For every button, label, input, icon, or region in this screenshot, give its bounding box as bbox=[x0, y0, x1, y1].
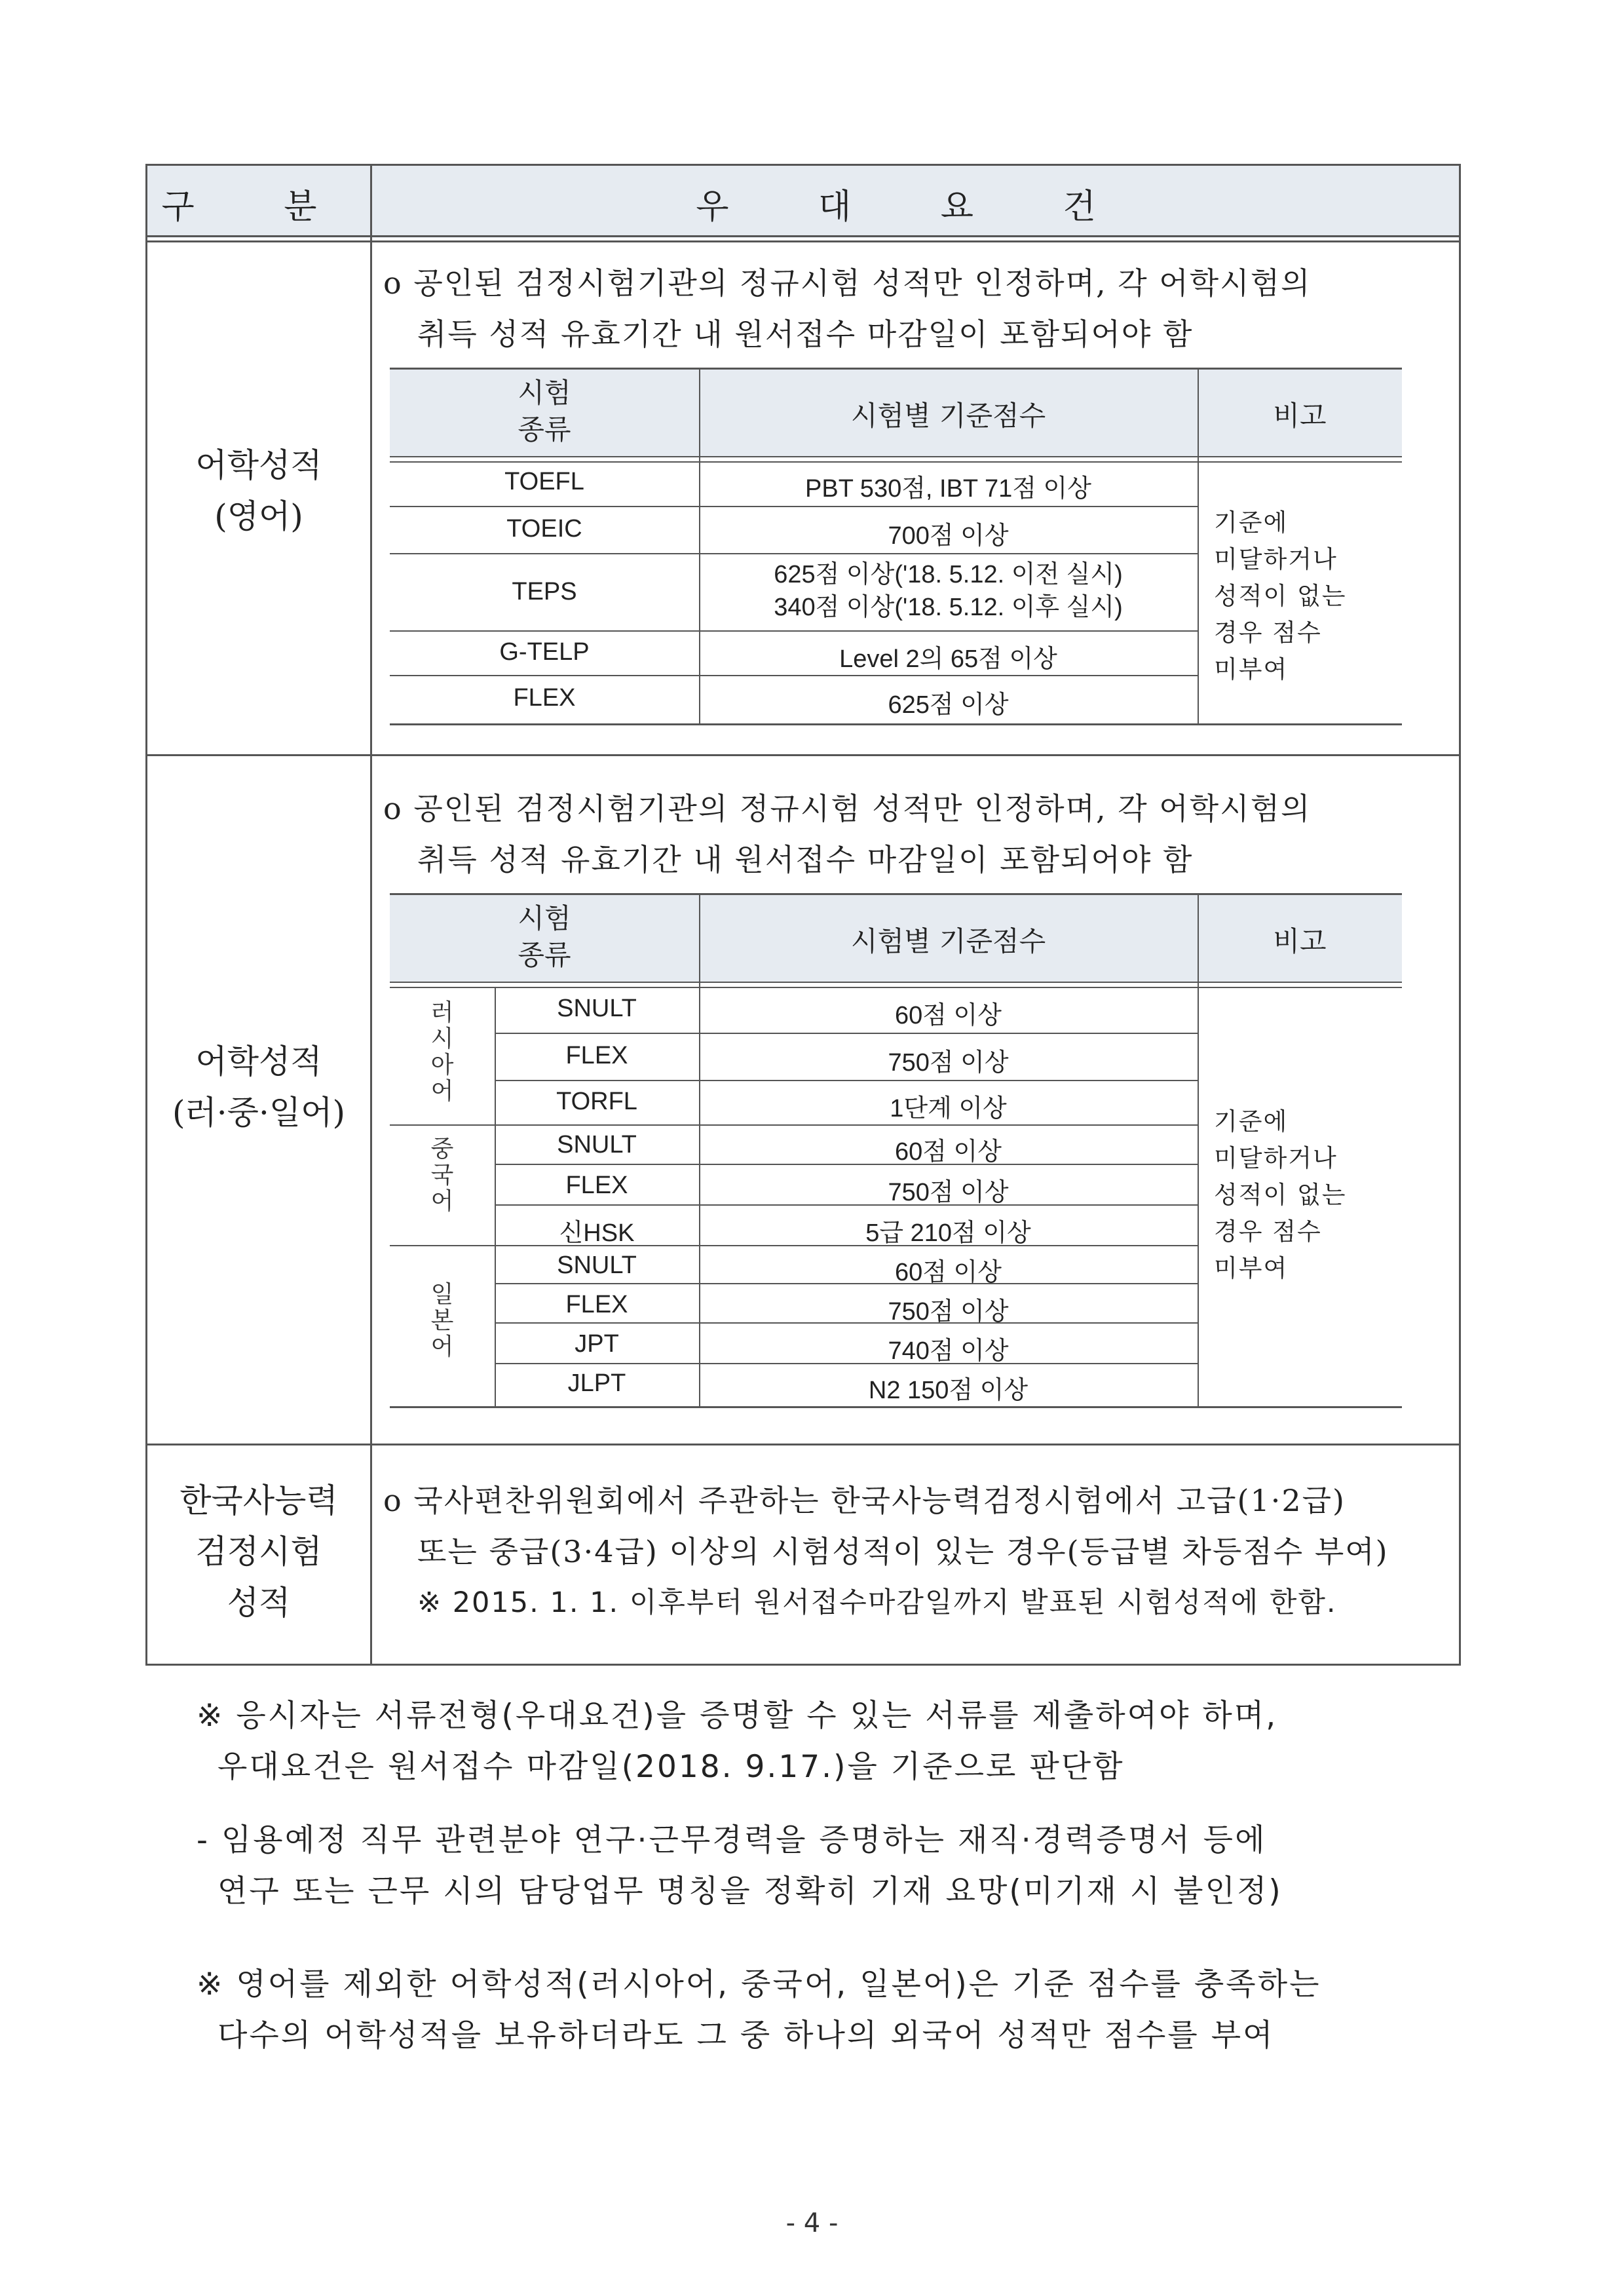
history-note bbox=[383, 1475, 1389, 1628]
note-line: 취득 성적 유효기간 내 원서접수 마감일이 포함되어야 함 bbox=[417, 316, 1194, 352]
footnote-2 bbox=[197, 1815, 1283, 1917]
table-row-type: JLPT bbox=[567, 1369, 626, 1397]
col-score: 시험별 기준점수 bbox=[850, 925, 1046, 957]
table-row-score bbox=[699, 558, 1198, 624]
remark-line: 미달하거나 bbox=[1214, 1144, 1338, 1172]
col-type-line: 시험 bbox=[518, 377, 571, 409]
table-row-type: FLEX bbox=[565, 1172, 628, 1199]
footnote-line: 연구 또는 근무 시의 담당업무 명칭을 정확히 기재 요망(미기재 시 불인정) bbox=[217, 1873, 1283, 1909]
col-type-line: 시험 bbox=[518, 902, 571, 934]
table-row-type: FLEX bbox=[513, 684, 576, 712]
table-header bbox=[147, 166, 1459, 238]
table-row-type: TOEFL bbox=[504, 468, 584, 495]
english-score-table bbox=[390, 368, 1402, 725]
score-line: 625점 이상('18. 5.12. 이전 실시) bbox=[774, 561, 1123, 588]
lang-russian bbox=[426, 1000, 459, 1105]
page-number: - 4 - bbox=[785, 2208, 839, 2238]
table-row-type: G-TELP bbox=[499, 638, 590, 666]
category-other-languages bbox=[147, 1036, 370, 1138]
remark-line: 미부여 bbox=[1214, 1254, 1289, 1282]
lang-russian-label: 러 시 아 어 bbox=[430, 999, 454, 1105]
category-history bbox=[147, 1475, 370, 1628]
footnote-1 bbox=[197, 1691, 1277, 1793]
footnote-line: - 임용예정 직무 관련분야 연구·근무경력을 증명하는 재직·경력증명서 등에 bbox=[197, 1822, 1267, 1858]
score-line: 340점 이상('18. 5.12. 이후 실시) bbox=[774, 594, 1123, 621]
english-note bbox=[383, 258, 1311, 360]
table-row-score: Level 2의 65점 이상 bbox=[839, 645, 1057, 673]
table-row-score: 625점 이상 bbox=[888, 691, 1009, 719]
category-label: 어학성적 bbox=[195, 446, 322, 484]
other-score-table bbox=[390, 893, 1402, 1408]
table-row-type: TORFL bbox=[556, 1088, 637, 1115]
col-type bbox=[390, 900, 699, 974]
table-row-score: 5급 210점 이상 bbox=[865, 1219, 1031, 1247]
category-label: 한국사능력 bbox=[179, 1482, 338, 1520]
category-label: 검정시험 bbox=[195, 1533, 322, 1571]
table-row-type: TOEIC bbox=[506, 515, 582, 543]
table-row-score: 750점 이상 bbox=[888, 1049, 1009, 1077]
table-row-score: 750점 이상 bbox=[888, 1179, 1009, 1206]
note-line: o 공인된 검정시험기관의 정규시험 성적만 인정하며, 각 어학시험의 bbox=[383, 791, 1312, 826]
category-sublabel: (영어) bbox=[214, 497, 303, 535]
table-row-score: 60점 이상 bbox=[895, 1002, 1002, 1029]
footnote-line: 다수의 어학성적을 보유하더라도 그 중 하나의 외국어 성적만 점수를 부여 bbox=[217, 2018, 1275, 2054]
table-row-type: FLEX bbox=[565, 1042, 628, 1069]
table-row-score: 60점 이상 bbox=[895, 1259, 1002, 1286]
table-row-score: 750점 이상 bbox=[888, 1298, 1009, 1326]
other-note bbox=[383, 783, 1311, 885]
table-row-score: 740점 이상 bbox=[888, 1337, 1009, 1365]
footnote-line: ※ 응시자는 서류전형(우대요건)을 증명할 수 있는 서류를 제출하여야 하며, bbox=[197, 1698, 1278, 1734]
header-category: 구 분 bbox=[161, 187, 356, 227]
table-row-score: 60점 이상 bbox=[895, 1138, 1002, 1166]
col-type-line: 종류 bbox=[518, 939, 571, 971]
remark-line: 경우 점수 bbox=[1214, 619, 1322, 647]
footnote-line: ※ 영어를 제외한 어학성적(러시아어, 중국어, 일본어)은 기준 점수를 충족하는 bbox=[197, 1966, 1321, 2002]
remark-line: 기준에 bbox=[1214, 508, 1289, 537]
remark-line: 성적이 없는 bbox=[1214, 1181, 1347, 1209]
remark-line: 기준에 bbox=[1214, 1107, 1289, 1136]
table-row-type: FLEX bbox=[565, 1291, 628, 1318]
col-type-line: 종류 bbox=[518, 413, 571, 446]
preference-table bbox=[145, 164, 1461, 1666]
category-label: 어학성적 bbox=[195, 1043, 322, 1081]
col-remark: 비고 bbox=[1273, 925, 1327, 957]
table-row-score: PBT 530점, IBT 71점 이상 bbox=[805, 475, 1091, 503]
note-line: 취득 성적 유효기간 내 원서접수 마감일이 포함되어야 함 bbox=[417, 842, 1194, 877]
remark-line: 미부여 bbox=[1214, 655, 1289, 683]
col-score: 시험별 기준점수 bbox=[850, 400, 1046, 432]
remark-text bbox=[1214, 505, 1346, 688]
lang-chinese bbox=[426, 1136, 459, 1215]
note-line: ※ 2015. 1. 1. 이후부터 원서접수마감일까지 발표된 시험성적에 한함. bbox=[417, 1586, 1337, 1619]
category-english bbox=[147, 440, 370, 542]
remark-line: 성적이 없는 bbox=[1214, 582, 1347, 610]
footnote-3 bbox=[197, 1959, 1321, 2061]
lang-japanese-label: 일 본 어 bbox=[430, 1281, 454, 1360]
lang-chinese-label: 중 국 어 bbox=[430, 1136, 454, 1215]
lang-japanese bbox=[426, 1282, 459, 1360]
col-type bbox=[390, 375, 699, 448]
footnote-line: 우대요건은 원서접수 마감일(2018. 9.17.)을 기준으로 판단함 bbox=[217, 1749, 1125, 1785]
note-line: o 국사편찬위원회에서 주관하는 한국사능력검정시험에서 고급(1·2급) bbox=[383, 1483, 1346, 1518]
table-row-type: JPT bbox=[575, 1330, 619, 1358]
remark-line: 미달하거나 bbox=[1214, 545, 1338, 573]
remark-text bbox=[1214, 1103, 1346, 1287]
category-sublabel: (러·중·일어) bbox=[172, 1094, 345, 1132]
note-line: 또는 중급(3·4급) 이상의 시험성적이 있는 경우(등급별 차등점수 부여) bbox=[417, 1534, 1389, 1569]
table-row-score: N2 150점 이상 bbox=[868, 1377, 1029, 1404]
category-label: 성적 bbox=[227, 1584, 291, 1622]
table-row-score: 700점 이상 bbox=[888, 522, 1009, 550]
remark-line: 경우 점수 bbox=[1214, 1217, 1322, 1246]
table-row-type: SNULT bbox=[557, 1131, 637, 1158]
table-row-type: 신HSK bbox=[559, 1219, 635, 1247]
table-row-type: SNULT bbox=[557, 995, 637, 1022]
table-row-type: SNULT bbox=[557, 1252, 637, 1279]
table-row-score: 1단계 이상 bbox=[890, 1095, 1007, 1122]
table-row-type: TEPS bbox=[512, 578, 577, 605]
note-line: o 공인된 검정시험기관의 정규시험 성적만 인정하며, 각 어학시험의 bbox=[383, 265, 1312, 301]
col-remark: 비고 bbox=[1273, 400, 1327, 432]
header-requirements: 우 대 요 건 bbox=[696, 187, 1135, 227]
